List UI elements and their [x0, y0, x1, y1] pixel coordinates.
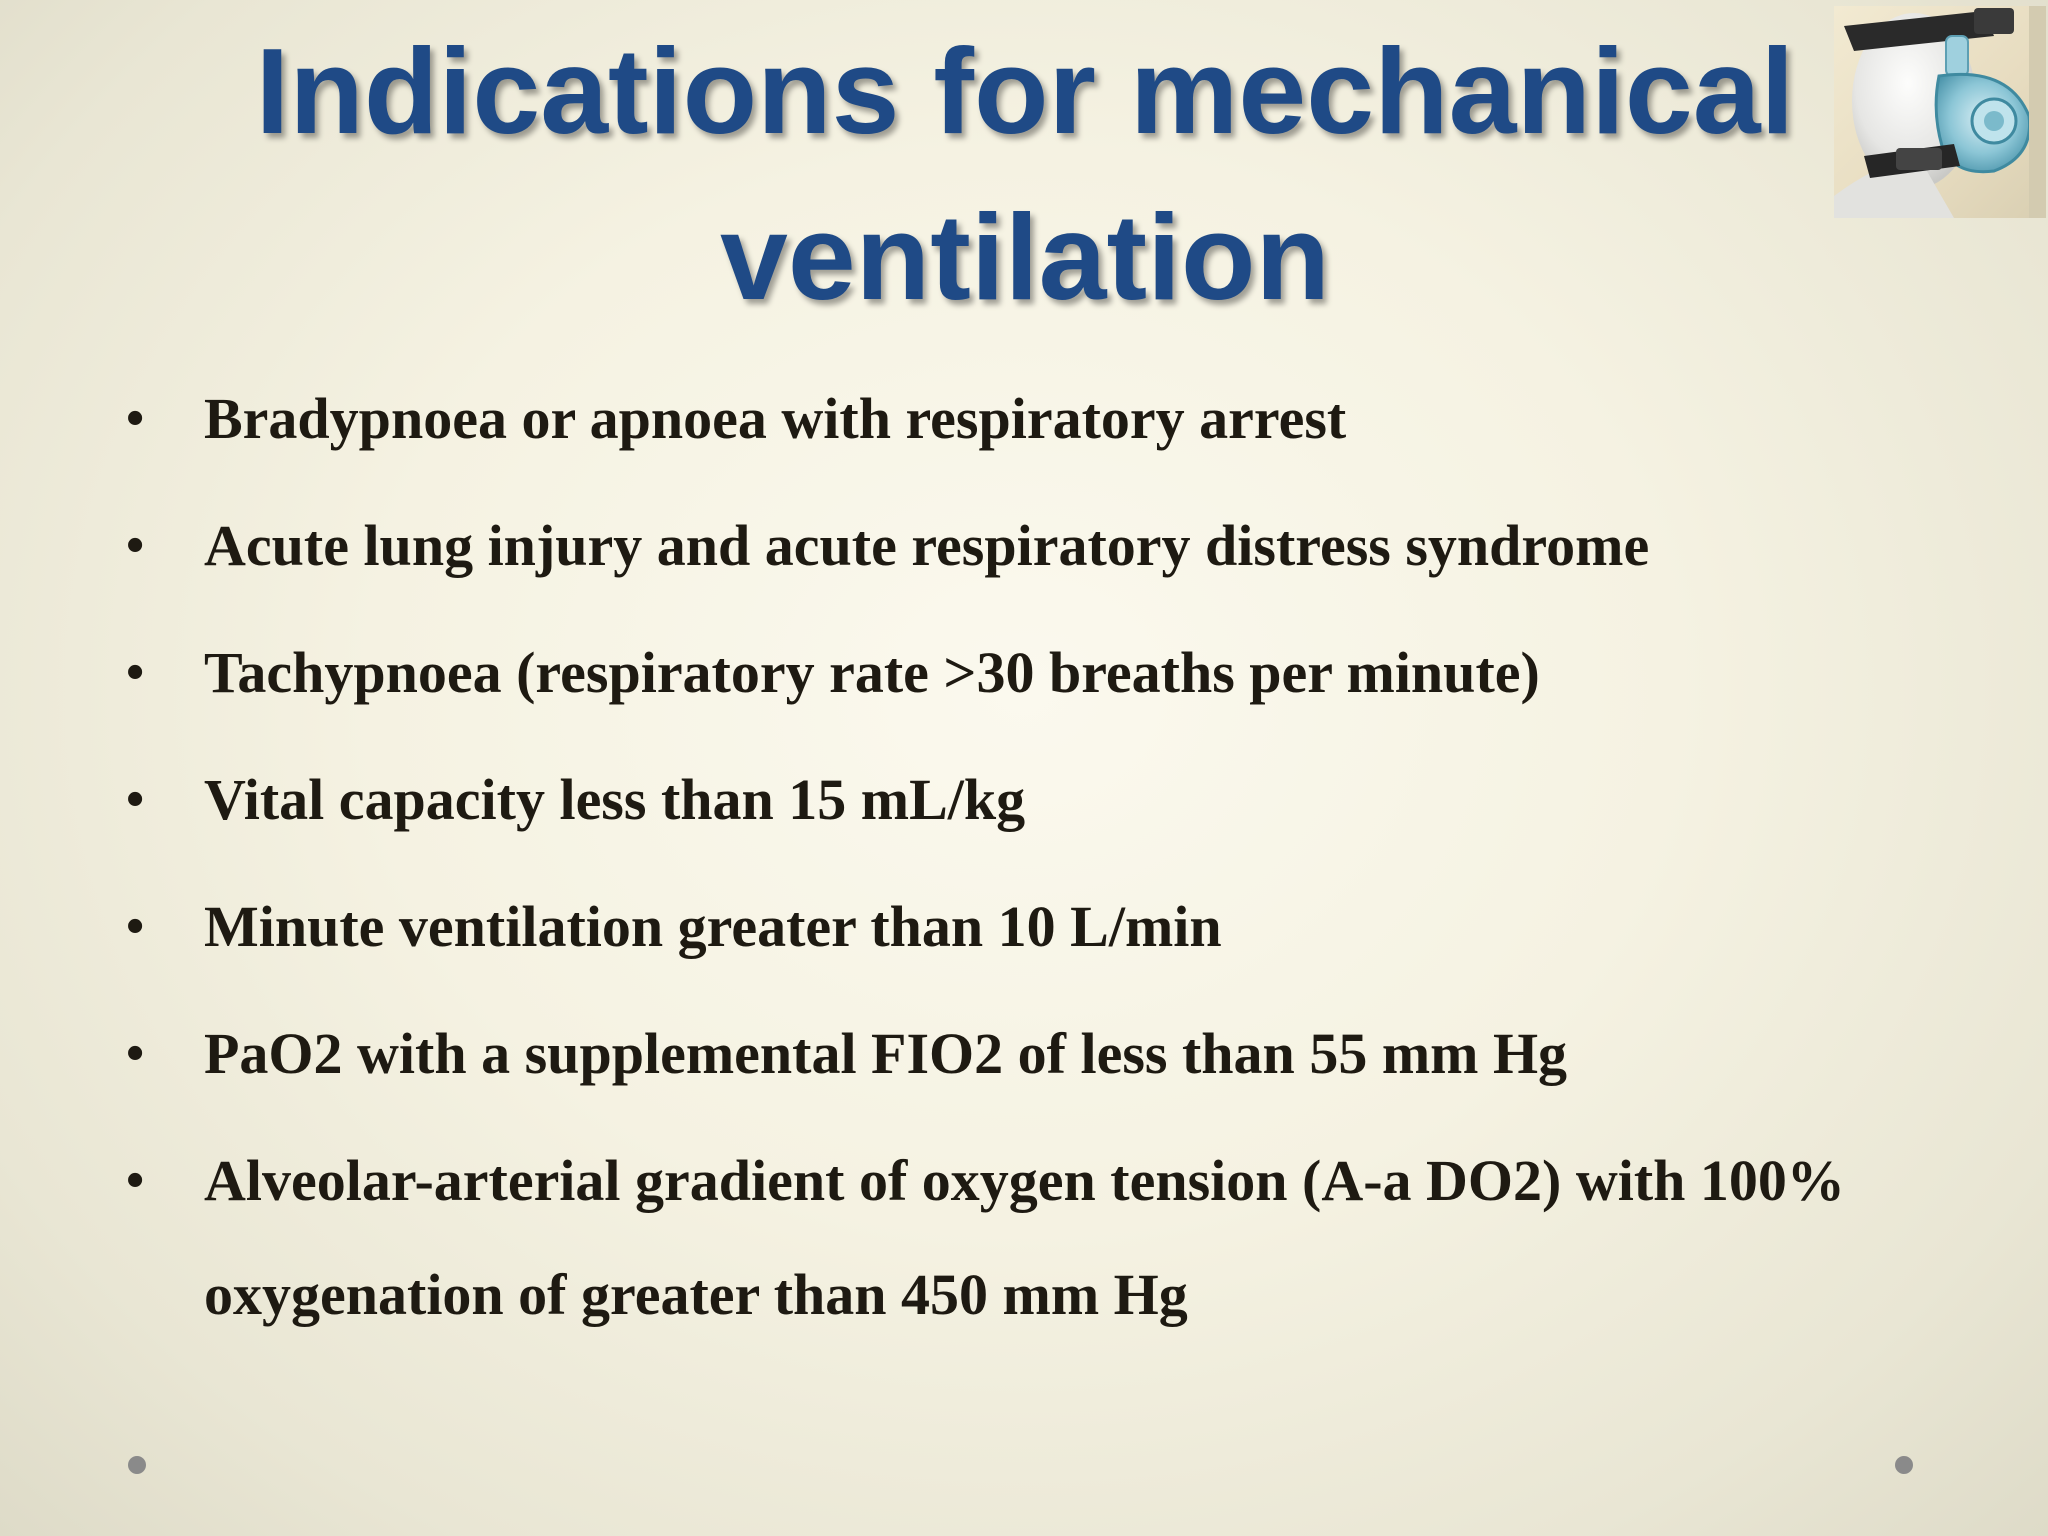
slide-nav-dot-left [128, 1456, 146, 1474]
bullet-glyph: • [126, 1025, 145, 1082]
bullet-item-1 [120, 362, 1980, 476]
mask-mannequin-icon [1834, 6, 2046, 218]
bullet-text: Vital capacity less than 15 mL/kg [204, 767, 1026, 832]
slide-nav-dot-right [1895, 1456, 1913, 1474]
slide-title-line-2: ventilation [719, 189, 1331, 325]
bullet-text: Bradypnoea or apnoea with respiratory arrest [204, 386, 1347, 451]
slide-title [200, 8, 1850, 340]
bullet-glyph: • [126, 771, 145, 828]
bullet-item-5 [120, 870, 1980, 984]
bullet-text: Acute lung injury and acute respiratory distress syndrome [204, 513, 1650, 578]
bullet-item-2 [120, 489, 1980, 603]
bullet-glyph: • [126, 390, 145, 447]
bullet-item-3 [120, 616, 1980, 730]
bullet-item-6 [120, 997, 1980, 1111]
bullet-item-4 [120, 743, 1980, 857]
bullet-list [120, 362, 1980, 1365]
bullet-glyph: • [126, 644, 145, 701]
bullet-item-7 [120, 1124, 1904, 1352]
bullet-glyph: • [126, 517, 145, 574]
bullet-glyph: • [126, 898, 145, 955]
bullet-glyph: • [126, 1152, 145, 1209]
bullet-text: Minute ventilation greater than 10 L/min [204, 894, 1222, 959]
bullet-text: PaO2 with a supplemental FIO2 of less than 55 mm Hg [204, 1021, 1568, 1086]
bullet-text: Tachypnoea (respiratory rate >30 breaths per minute) [204, 640, 1540, 705]
ventilation-mask-photo [1834, 6, 2046, 218]
slide-title-line-1: Indications for mechanical [255, 23, 1795, 159]
bullet-text: Alveolar-arterial gradient of oxygen tension (A-a DO2) with 100% oxygenation of greater than 450 mm Hg [204, 1148, 1845, 1327]
